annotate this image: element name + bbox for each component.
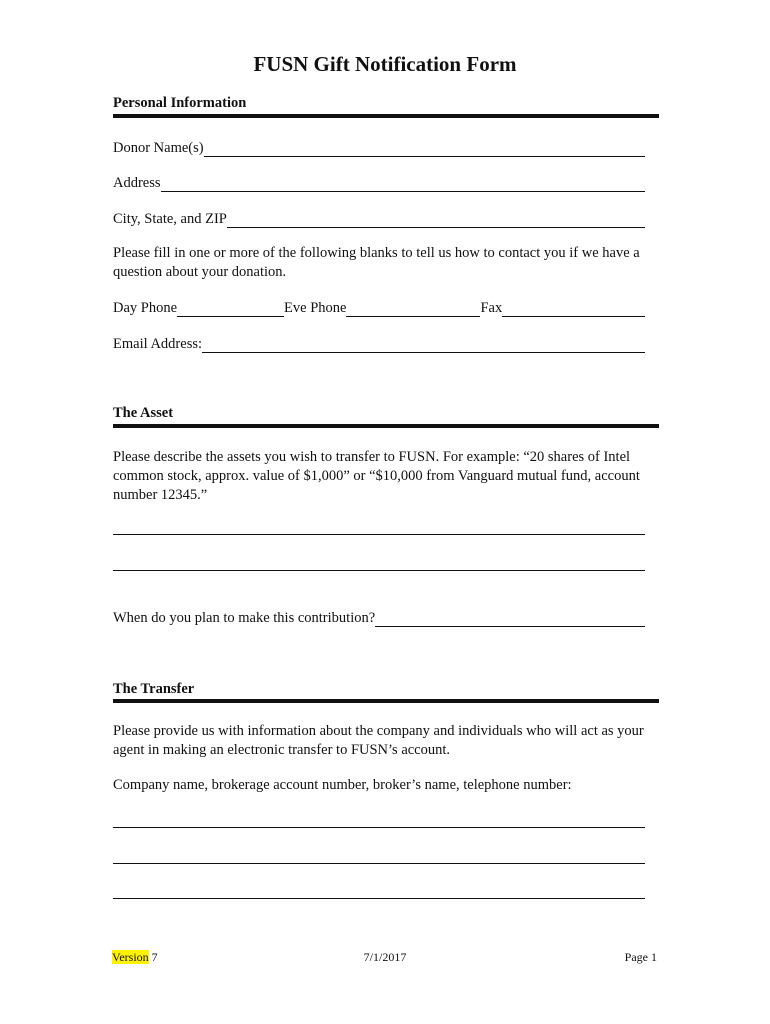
phone-fax-row <box>113 297 645 317</box>
company-info-label: Company name, brokerage account number, broker’s name, telephone number: <box>113 777 572 793</box>
contribution-date-label: When do you plan to make this contribution? <box>113 610 376 626</box>
fax-label: Fax <box>480 300 503 316</box>
asset-blank-line-1[interactable] <box>113 534 645 535</box>
email-label: Email Address: <box>113 336 203 352</box>
footer-date: 7/1/2017 <box>363 950 407 964</box>
transfer-blank-line-1[interactable] <box>113 827 645 828</box>
email-field[interactable] <box>113 333 645 353</box>
contribution-date-field[interactable] <box>113 607 645 627</box>
footer-page-number: Page 1 <box>624 950 657 964</box>
city-state-zip-field[interactable] <box>113 208 645 228</box>
email-line[interactable] <box>202 337 645 353</box>
asset-blank-line-2[interactable] <box>113 570 645 571</box>
footer-version <box>112 950 158 965</box>
fax-line[interactable] <box>502 301 645 317</box>
asset-heading: The Asset <box>113 405 174 421</box>
version-number: 7 <box>151 950 158 964</box>
donor-name-field[interactable] <box>113 137 645 157</box>
transfer-heading: The Transfer <box>113 681 195 697</box>
address-field[interactable] <box>113 172 645 192</box>
transfer-description: Please provide us with information about the company and individuals who will act as your agent in making an electronic transfer to FUSN’s account. <box>113 723 644 758</box>
form-title: FUSN Gift Notification Form <box>253 52 517 76</box>
transfer-blank-line-2[interactable] <box>113 863 645 864</box>
contact-instructions: Please fill in one or more of the following blanks to tell us how to contact you if we have a question about your donation. <box>113 245 640 280</box>
transfer-rule <box>113 699 659 703</box>
city-state-zip-label: City, State, and ZIP <box>113 211 227 227</box>
version-highlight: Version <box>112 950 149 964</box>
donor-name-line[interactable] <box>204 141 645 157</box>
transfer-blank-line-3[interactable] <box>113 898 645 899</box>
day-phone-line[interactable] <box>177 301 284 317</box>
donor-name-label: Donor Name(s) <box>113 140 204 156</box>
address-label: Address <box>113 175 161 191</box>
day-phone-label: Day Phone <box>113 300 178 316</box>
contribution-date-line[interactable] <box>375 611 645 627</box>
asset-rule <box>113 424 659 428</box>
city-state-zip-line[interactable] <box>227 212 645 228</box>
eve-phone-line[interactable] <box>346 301 480 317</box>
personal-info-rule <box>113 114 659 118</box>
eve-phone-label: Eve Phone <box>284 300 347 316</box>
address-line[interactable] <box>161 176 645 192</box>
asset-description: Please describe the assets you wish to transfer to FUSN. For example: “20 shares of Intel common stock, approx. value of $1,000” or “$10,000 from Vanguard mutual fund, account number 12345.” <box>113 449 640 503</box>
personal-info-heading: Personal Information <box>113 95 247 111</box>
